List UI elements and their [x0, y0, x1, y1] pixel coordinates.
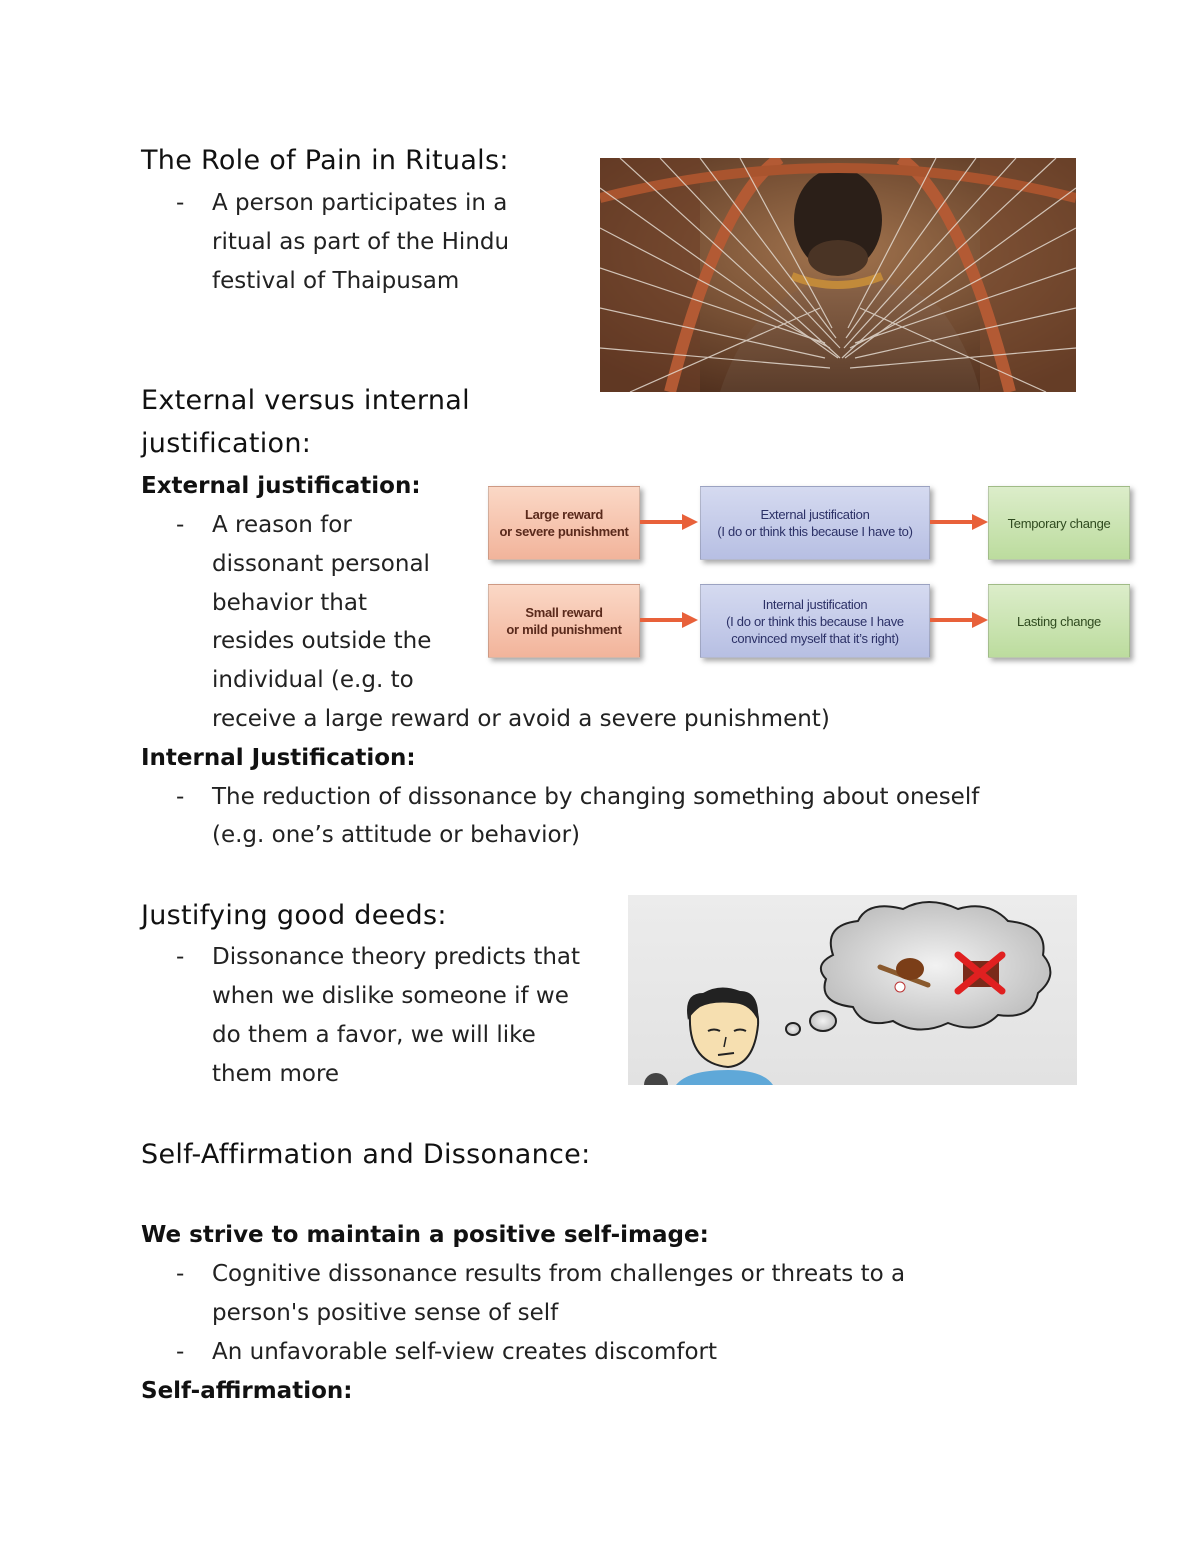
- pain-bullet-line-1: A person participates in a: [212, 190, 508, 216]
- arrow-icon: [640, 512, 698, 532]
- bullet-dash: -: [176, 1261, 185, 1287]
- good-deeds-bullet-line-1: Dissonance theory predicts that: [212, 944, 581, 970]
- external-bullet-line-3: behavior that: [212, 590, 367, 616]
- self-image-bullet-1-line-2: person's positive sense of self: [212, 1300, 559, 1326]
- internal-bullet-line-1: The reduction of dissonance by changing something about oneself: [212, 784, 980, 810]
- arrow-icon: [640, 610, 698, 630]
- external-justification-box: [700, 486, 930, 560]
- good-deeds-bullet-line-3: do them a favor, we will like: [212, 1022, 536, 1048]
- result-box-lasting: Lasting change: [988, 584, 1130, 658]
- bullet-dash: -: [176, 784, 185, 810]
- cause-box-line: or mild punishment: [506, 622, 622, 637]
- internal-bullet-line-2: (e.g. one’s attitude or behavior): [212, 822, 580, 848]
- cause-box-line: Small reward: [525, 605, 603, 620]
- heading-justifying-good-deeds: Justifying good deeds:: [141, 900, 447, 931]
- heading-external-vs-internal-line2: justification:: [141, 428, 312, 459]
- heading-self-affirmation-and-dissonance: Self-Affirmation and Dissonance:: [141, 1139, 591, 1170]
- pain-bullet-line-3: festival of Thaipusam: [212, 268, 460, 294]
- justification-flow-diagram: [480, 480, 1140, 670]
- internal-justification-box: [700, 584, 930, 658]
- thaipusam-photo: [600, 158, 1076, 392]
- bullet-dash: -: [176, 1339, 185, 1365]
- bullet-dash: -: [176, 190, 185, 216]
- subheading-positive-self-image: We strive to maintain a positive self-image:: [141, 1222, 709, 1248]
- label-internal-justification: Internal Justification:: [141, 745, 416, 771]
- justification-box-line: (I do or think this because I have to): [717, 524, 913, 539]
- arrow-icon: [930, 610, 988, 630]
- external-bullet-line-4: resides outside the: [212, 628, 432, 654]
- cause-box-line: or severe punishment: [499, 524, 629, 539]
- justification-box-line: Internal justification: [762, 596, 868, 612]
- result-box-temporary: Temporary change: [988, 486, 1130, 560]
- cause-box-line: Large reward: [524, 507, 604, 522]
- arrow-icon: [930, 512, 988, 532]
- justification-box-line: External justification: [760, 507, 870, 522]
- justification-box-line: (I do or think this because I have: [726, 613, 904, 629]
- external-bullet-line-2: dissonant personal: [212, 551, 430, 577]
- label-external-justification: External justification:: [141, 473, 421, 499]
- justification-box-line: convinced myself that it’s right): [731, 630, 899, 646]
- bullet-dash: -: [176, 512, 185, 538]
- heading-role-of-pain: The Role of Pain in Rituals:: [141, 145, 509, 176]
- heading-external-vs-internal-line1: External versus internal: [141, 385, 470, 416]
- bullet-dash: -: [176, 944, 185, 970]
- self-image-bullet-2: An unfavorable self-view creates discomfort: [212, 1339, 718, 1365]
- pain-bullet-line-2: ritual as part of the Hindu: [212, 229, 510, 255]
- cause-box-large-reward: [488, 486, 640, 560]
- good-deeds-bullet-line-2: when we dislike someone if we: [212, 983, 569, 1009]
- label-self-affirmation: Self-affirmation:: [141, 1378, 353, 1404]
- cause-box-small-reward: [488, 584, 640, 658]
- external-bullet-continuation: receive a large reward or avoid a severe punishment): [212, 706, 830, 732]
- self-image-bullet-1-line-1: Cognitive dissonance results from challenges or threats to a: [212, 1261, 906, 1287]
- thinking-man-illustration: [628, 895, 1077, 1085]
- external-bullet-line-5: individual (e.g. to: [212, 667, 414, 693]
- external-bullet-line-1: A reason for: [212, 512, 352, 538]
- good-deeds-bullet-line-4: them more: [212, 1061, 340, 1087]
